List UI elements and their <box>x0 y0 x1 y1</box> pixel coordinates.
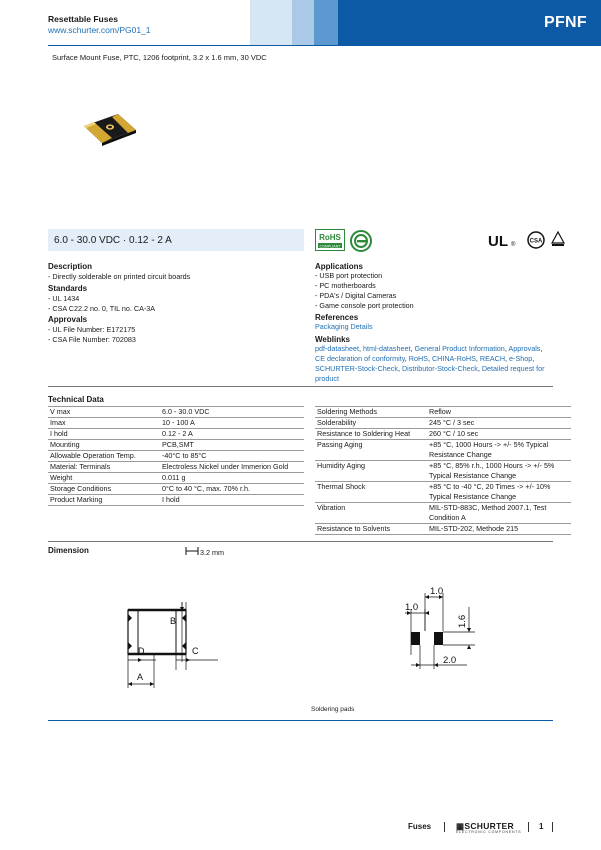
tech-data-value: MIL-STD-883C, Method 2007.1, Test Condition A <box>427 503 571 524</box>
application-item: - Game console port protection <box>315 301 414 310</box>
standards-heading: Standards <box>48 284 88 293</box>
product-code: PFNF <box>544 14 587 31</box>
approval-item: - UL File Number: E172175 <box>48 325 136 334</box>
tech-data-row <box>48 429 304 440</box>
tech-data-value: I hold <box>160 495 304 506</box>
product-subtitle: Surface Mount Fuse, PTC, 1206 footprint, 3.2 x 1.6 mm, 30 VDC <box>52 53 267 62</box>
tech-data-label: Solderability <box>315 418 427 429</box>
applications-heading: Applications <box>315 262 364 271</box>
csa-icon <box>526 230 546 252</box>
tech-data-label: Product Marking <box>48 495 160 506</box>
tech-data-row <box>48 451 304 462</box>
dimension-label-b: B <box>170 616 177 626</box>
separator: , <box>477 364 482 373</box>
tech-data-label: Thermal Shock <box>315 482 427 503</box>
separator: , <box>427 354 432 363</box>
separator: , <box>397 364 402 373</box>
weblinks-line <box>315 344 542 355</box>
description-heading: Description <box>48 262 93 271</box>
schurter-logo-mark-icon: ▦ <box>456 821 465 831</box>
tech-data-value: 0.011 g <box>160 473 304 484</box>
dimension-label-d: D <box>138 646 145 656</box>
technical-data-table-right <box>315 406 571 535</box>
tech-data-value: MIL-STD-202, Methode 215 <box>427 524 571 535</box>
tech-data-value: 245 °C / 3 sec <box>427 418 571 429</box>
distributor-stock-check-link[interactable]: Distributor-Stock-Check <box>401 364 478 373</box>
tech-data-value: Electroless Nickel under Immerion Gold <box>160 462 304 473</box>
tech-data-value: 0°C to 40 °C, max. 70% r.h. <box>160 484 304 495</box>
header-rule <box>48 45 601 46</box>
tech-data-row <box>315 440 571 461</box>
soldering-pads-drawing <box>395 585 485 677</box>
application-item: - PC motherboards <box>315 281 376 290</box>
tech-data-value: 260 °C / 10 sec <box>427 429 571 440</box>
header-title: Resettable Fuses <box>48 14 118 24</box>
application-item: - USB port protection <box>315 271 383 280</box>
pad-dim-top: 1.0 <box>430 586 444 597</box>
approvals-heading: Approvals <box>48 315 88 324</box>
tech-data-row <box>315 482 571 503</box>
approval-item: - CSA File Number: 702083 <box>48 335 136 344</box>
fuse-dimension-drawing <box>118 592 238 692</box>
schurter-logo-text: SCHURTER <box>464 821 514 831</box>
header-url-link[interactable]: www.schurter.com/PG01_1 <box>48 25 151 35</box>
e-shop-link[interactable]: e-Shop <box>509 354 533 363</box>
footer-category: Fuses <box>408 822 432 831</box>
approvals-link[interactable]: Approvals <box>508 344 541 353</box>
references-heading: References <box>315 313 359 322</box>
separator: , <box>504 344 509 353</box>
tech-data-label: Storage Conditions <box>48 484 160 495</box>
tech-data-label: V max <box>48 407 160 418</box>
tech-data-value: 0.12 - 2 A <box>160 429 304 440</box>
tech-data-row <box>315 503 571 524</box>
technical-data-table-left <box>48 406 304 506</box>
test-mark-icon <box>551 231 565 249</box>
weblinks-line <box>315 374 339 385</box>
description-item: - Directly solderable on printed circuit boards <box>48 272 191 281</box>
separator: , <box>475 354 480 363</box>
tech-data-value: +85 °C, 85% r.h., 1000 Hours -> +/- 5% Typical Resistance Change <box>427 461 571 482</box>
rohs-logo-line1: RoHS <box>319 233 341 242</box>
separator: , <box>410 344 415 353</box>
spec-range: 6.0 - 30.0 VDC · 0.12 - 2 A <box>54 235 172 246</box>
weblinks-line <box>315 354 534 365</box>
soldering-pads-caption: Soldering pads <box>311 706 355 713</box>
section-divider <box>48 386 553 387</box>
csa-logo-text: CSA <box>529 238 543 245</box>
pad-dim-left: 1.0 <box>405 602 419 613</box>
tech-data-row <box>48 495 304 506</box>
tech-data-label: Material: Terminals <box>48 462 160 473</box>
schurter-logo-subtitle: ELECTRONIC COMPONENTS <box>456 830 522 834</box>
footer-separator <box>444 822 445 832</box>
tech-data-row <box>48 407 304 418</box>
tech-data-label: Passing Aging <box>315 440 427 461</box>
tech-data-row <box>48 484 304 495</box>
tech-data-row <box>315 429 571 440</box>
general-product-info-link[interactable]: General Product Information <box>414 344 505 353</box>
detailed-request-link[interactable]: Detailed request for <box>481 364 545 373</box>
tech-data-row <box>315 418 571 429</box>
tech-data-value: PCB,SMT <box>160 440 304 451</box>
standard-item: - CSA C22.2 no. 0, TIL no. CA-3A <box>48 304 156 313</box>
scale-label: 3.2 mm <box>200 548 224 557</box>
header-stripe-3 <box>314 0 338 45</box>
svg-text:®: ® <box>511 242 516 248</box>
tech-data-row <box>315 461 571 482</box>
tech-data-value: +85 °C, 1000 Hours -> +/- 5% Typical Resistance Change <box>427 440 571 461</box>
html-datasheet-link[interactable]: html-datasheet <box>362 344 411 353</box>
ul-logo-text: UL <box>488 233 508 248</box>
standard-item: - UL 1434 <box>48 294 80 303</box>
footer-separator <box>528 822 529 832</box>
tech-data-label: Allowable Operation Temp. <box>48 451 160 462</box>
tech-data-label: Weight <box>48 473 160 484</box>
bottom-rule <box>48 720 553 721</box>
tech-data-label: Resistance to Solvents <box>315 524 427 535</box>
tech-data-row <box>48 462 304 473</box>
dimension-heading: Dimension <box>48 546 89 555</box>
tech-data-value: +85 °C to -40 °C, 20 Times -> +/- 10% Typical Resistance Change <box>427 482 571 503</box>
technical-data-heading: Technical Data <box>48 395 104 404</box>
tech-data-row <box>48 440 304 451</box>
ce-declaration-link[interactable]: CE declaration of conformity <box>315 354 405 363</box>
page-number: 1 <box>539 822 544 831</box>
tech-data-value: 10 - 100 A <box>160 418 304 429</box>
tech-data-label: Vibration <box>315 503 427 524</box>
tech-data-row <box>48 473 304 484</box>
tech-data-value: Reflow <box>427 407 571 418</box>
separator: , <box>505 354 510 363</box>
tech-data-row <box>315 524 571 535</box>
tech-data-label: Imax <box>48 418 160 429</box>
stock-check-link[interactable]: SCHURTER-Stock-Check <box>315 364 398 373</box>
tech-data-label: Mounting <box>48 440 160 451</box>
tech-data-label: Humidity Aging <box>315 461 427 482</box>
rohs-compliant-icon <box>315 229 345 251</box>
tech-data-row <box>48 418 304 429</box>
header-stripe-1 <box>250 0 292 45</box>
footer-separator <box>552 822 553 832</box>
tech-data-value: -40°C to 85°C <box>160 451 304 462</box>
china-rohs-icon <box>350 230 372 254</box>
separator: , <box>358 344 363 353</box>
application-item: - PDA's / Digital Cameras <box>315 291 397 300</box>
ul-recognized-icon <box>488 232 518 250</box>
detailed-request-link-cont[interactable]: product <box>315 374 339 383</box>
separator: , <box>532 354 535 363</box>
rohs-logo-line2: COMPLIANT <box>319 244 341 249</box>
weblinks-heading: Weblinks <box>315 335 350 344</box>
dimension-label-c: C <box>192 646 199 656</box>
packaging-details-link[interactable]: Packaging Details <box>315 322 373 331</box>
tech-data-value: 6.0 - 30.0 VDC <box>160 407 304 418</box>
separator: , <box>540 344 543 353</box>
tech-data-label: Resistance to Soldering Heat <box>315 429 427 440</box>
pad-dim-height: 1.6 <box>457 614 468 628</box>
tech-data-label: Soldering Methods <box>315 407 427 418</box>
header-stripe-2 <box>292 0 314 45</box>
dimension-label-a: A <box>137 672 144 682</box>
section-divider <box>48 541 553 542</box>
tech-data-label: I hold <box>48 429 160 440</box>
pdf-datasheet-link[interactable]: pdf-datasheet <box>315 344 359 353</box>
rohs-link[interactable]: RoHS <box>408 354 428 363</box>
reach-link[interactable]: REACH <box>479 354 506 363</box>
product-image <box>78 110 140 148</box>
china-rohs-link[interactable]: CHINA-RoHS <box>431 354 476 363</box>
tech-data-row <box>315 407 571 418</box>
weblinks-line <box>315 364 545 375</box>
scale-bar-icon <box>185 546 199 556</box>
pad-dim-width: 2.0 <box>443 655 457 666</box>
separator: , <box>404 354 409 363</box>
